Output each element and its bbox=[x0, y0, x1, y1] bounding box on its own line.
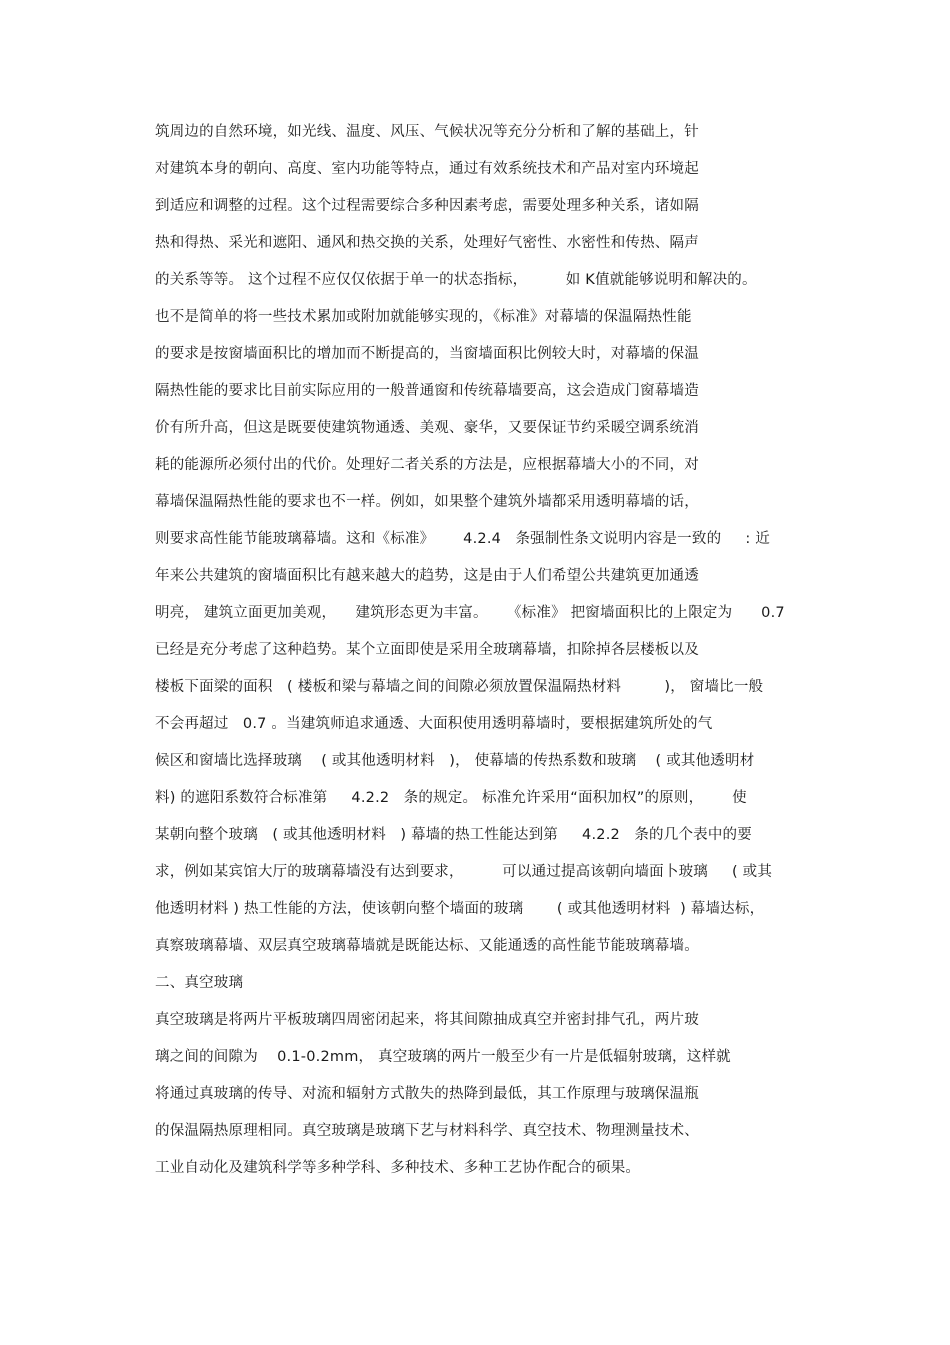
text-line: 不会再超过 0.7 。当建筑师追求通透、大面积使用透明幕墙时，要根据建筑所处的气 bbox=[155, 716, 713, 732]
text-line: 某朝向整个玻璃 ( 或其他透明材料 ) 幕墙的热工性能达到第 4.2.2 条的几个表中的要 bbox=[155, 827, 752, 843]
text-line: 的保温隔热原理相同。真空玻璃是玻璃下艺与材料科学、真空技术、物理测量技术、 bbox=[155, 1123, 699, 1139]
text-line: 将通过真玻璃的传导、对流和辐射方式散失的热降到最低，其工作原理与玻璃保温瓶 bbox=[155, 1086, 699, 1102]
text-line: 真察玻璃幕墙、双层真空玻璃幕墙就是既能达标、又能通透的高性能节能玻璃幕墙。 bbox=[155, 938, 699, 954]
text-line: 年来公共建筑的窗墙面积比有越来越大的趋势，这是由于人们希望公共建筑更加通透 bbox=[155, 568, 699, 584]
text-line: 璃之间的间隙为 0.1-0.2mm， 真空玻璃的两片一般至少有一片是低辐射玻璃，这样就 bbox=[155, 1049, 731, 1065]
text-line: 热和得热、采光和遮阳、通风和热交换的关系，处理好气密性、水密性和传热、隔声 bbox=[155, 235, 699, 251]
section-heading: 二、真空玻璃 bbox=[155, 975, 244, 991]
text-line: 他透明材料 ) 热工性能的方法，使该朝向整个墙面的玻璃 ( 或其他透明材料 ) 幕墙达标， bbox=[155, 901, 765, 917]
text-line: 明亮， 建筑立面更加美观， 建筑形态更为丰富。 《标准》 把窗墙面积比的上限定为 0.7 bbox=[155, 605, 785, 621]
text-line: 料) 的遮阳系数符合标准第 4.2.2 条的规定。 标准允许采用“面积加权”的原则， 使 bbox=[155, 790, 747, 806]
text-line: 工业自动化及建筑科学等多种学科、多种技术、多种工艺协作配合的硕果。 bbox=[155, 1160, 641, 1176]
text-line: 到适应和调整的过程。这个过程需要综合多种因素考虑，需要处理多种关系，诸如隔 bbox=[155, 198, 699, 214]
text-line: 对建筑本身的朝向、高度、室内功能等特点，通过有效系统技术和产品对室内环境起 bbox=[155, 161, 699, 177]
text-line: 求，例如某宾馆大厅的玻璃幕墙没有达到要求， 可以通过提高该朝向墙面卜玻璃 ( 或其 bbox=[155, 864, 773, 880]
text-line: 楼板下面梁的面积 ( 楼板和梁与幕墙之间的间隙必须放置保温隔热材料 )， 窗墙比一般 bbox=[155, 679, 764, 695]
text-line: 隔热性能的要求比目前实际应用的一般普通窗和传统幕墙要高，这会造成门窗幕墙造 bbox=[155, 383, 699, 399]
text-line: 的要求是按窗墙面积比的增加而不断提高的，当窗墙面积比例较大时，对幕墙的保温 bbox=[155, 346, 699, 362]
text-line: 已经是充分考虑了这种趋势。某个立面即使是采用全玻璃幕墙，扣除掉各层楼板以及 bbox=[155, 642, 699, 658]
text-line: 幕墙保温隔热性能的要求也不一样。例如，如果整个建筑外墙都采用透明幕墙的话， bbox=[155, 494, 699, 510]
text-line: 筑周边的自然环境，如光线、温度、风压、气候状况等充分分析和了解的基础上，针 bbox=[155, 124, 699, 140]
text-line: 的关系等等。 这个过程不应仅仅依据于单一的状态指标， 如 K值就能够说明和解决的。 bbox=[155, 272, 757, 288]
text-line: 真空玻璃是将两片平板玻璃四周密闭起来，将其间隙抽成真空并密封排气孔，两片玻 bbox=[155, 1012, 699, 1028]
text-line: 耗的能源所必须付出的代价。处理好二者关系的方法是，应根据幕墙大小的不同，对 bbox=[155, 457, 699, 473]
text-line: 也不是简单的将一些技术累加或附加就能够实现的，《标准》对幕墙的保温隔热性能 bbox=[155, 309, 692, 325]
text-line: 价有所升高，但这是既要使建筑物通透、美观、豪华，又要保证节约采暖空调系统消 bbox=[155, 420, 699, 436]
text-line: 则要求高性能节能玻璃幕墙。这和《标准》 4.2.4 条强制性条文说明内容是一致的 : 近 bbox=[155, 531, 770, 547]
text-line: 候区和窗墙比选择玻璃 ( 或其他透明材料 )， 使幕墙的传热系数和玻璃 ( 或其他透明材 bbox=[155, 753, 755, 769]
